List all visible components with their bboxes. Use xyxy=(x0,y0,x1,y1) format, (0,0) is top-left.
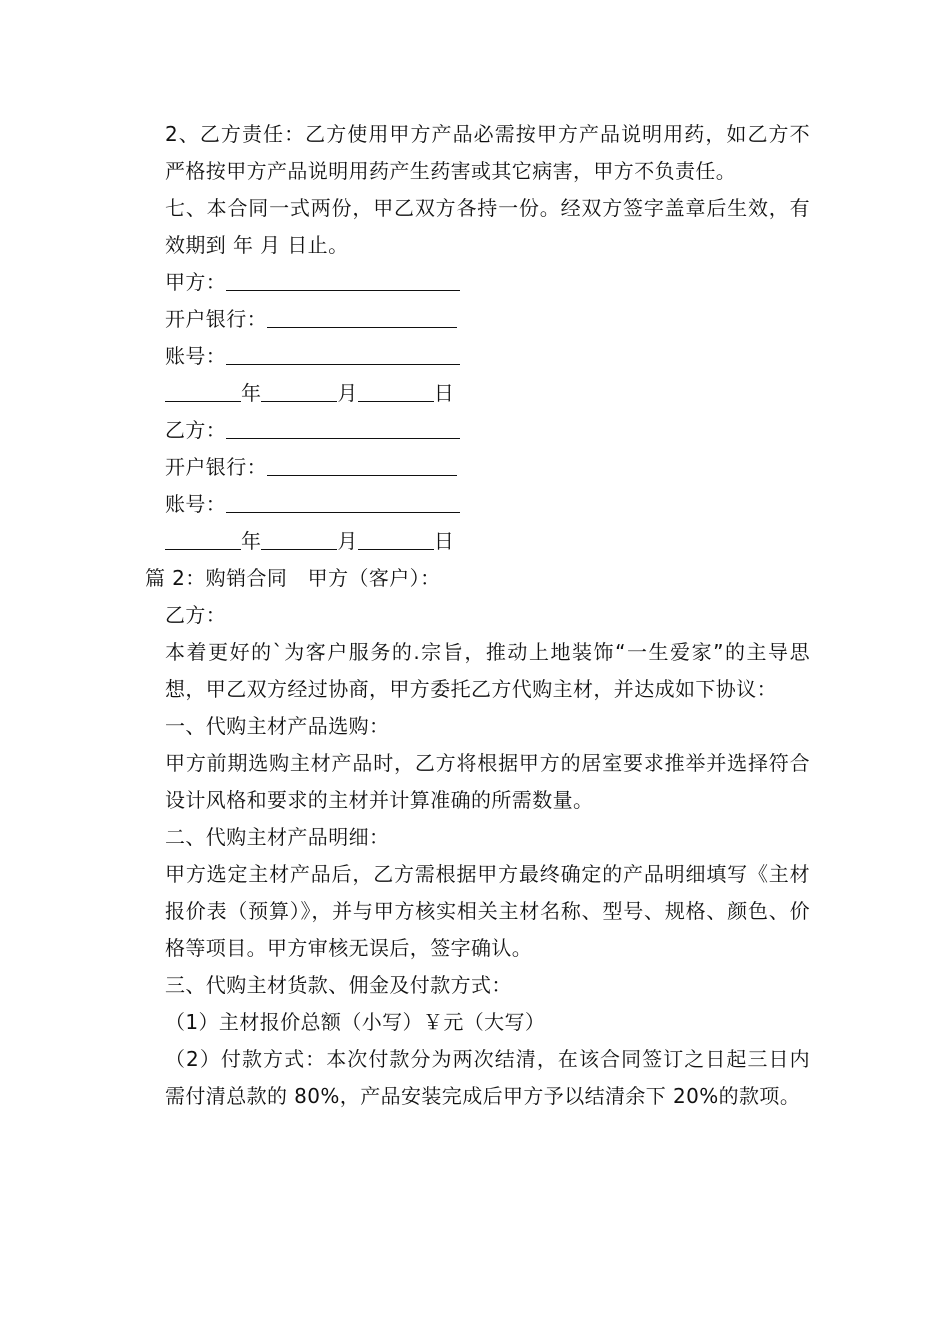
bank-a-blank xyxy=(267,305,457,328)
date-b-row xyxy=(145,523,810,560)
party-b-blank xyxy=(226,416,460,439)
party-b-label: 乙方： xyxy=(165,418,227,442)
clause-party-b-responsibility: 2、乙方责任：乙方使用甲方产品必需按甲方产品说明用药，如乙方不严格按甲方产品说明用药产生药害或其它病害，甲方不负责任。 xyxy=(165,122,810,183)
account-a-row xyxy=(145,338,810,375)
day-b-blank xyxy=(358,527,434,550)
year-a-label: 年 xyxy=(241,381,262,405)
account-b-blank xyxy=(226,490,460,513)
day-a-blank xyxy=(358,379,434,402)
party-b-signature-row xyxy=(145,412,810,449)
clause-seven-copies: 七、本合同一式两份，甲乙双方各持一份。经双方签字盖章后生效，有效期到 年 月 日止。 xyxy=(165,196,810,257)
section-3-item-2: （2）付款方式：本次付款分为两次结清，在该合同签订之日起三日内需付清总款的 80%，产品安装完成后甲方予以结清余下 20%的款项。 xyxy=(165,1047,810,1108)
section-1-body: 甲方前期选购主材产品时，乙方将根据甲方的居室要求推举并选择符合设计风格和要求的主材并计算准确的所需数量。 xyxy=(165,751,810,812)
party-a-signature-row xyxy=(145,264,810,301)
date-a-row xyxy=(145,375,810,412)
account-b-label: 账号： xyxy=(165,492,227,516)
month-b-label: 月 xyxy=(337,529,358,553)
account-b-row xyxy=(145,486,810,523)
section-2-body: 甲方选定主材产品后，乙方需根据甲方最终确定的产品明细填写《主材报价表（预算）》，并与甲方核实相关主材名称、型号、规格、颜色、价格等项目。甲方审核无误后，签字确认。 xyxy=(165,862,810,960)
bank-a-row xyxy=(145,301,810,338)
section-2-title: 二、代购主材产品明细： xyxy=(165,825,390,849)
party-b-line: 乙方： xyxy=(165,603,227,627)
party-a-blank xyxy=(226,268,460,291)
month-b-blank xyxy=(261,527,337,550)
bank-a-label: 开户银行： xyxy=(165,307,267,331)
bank-b-label: 开户银行： xyxy=(165,455,267,479)
account-a-blank xyxy=(226,342,460,365)
article-2-title: 篇 2：购销合同 甲方（客户）： xyxy=(145,566,441,590)
intro-paragraph: 本着更好的`为客户服务的.宗旨，推动上地装饰“一生爱家”的主导思想，甲乙双方经过协商，甲方委托乙方代购主材，并达成如下协议： xyxy=(165,640,810,701)
section-3-title: 三、代购主材货款、佣金及付款方式： xyxy=(165,973,512,997)
party-a-label: 甲方： xyxy=(165,270,227,294)
document-body xyxy=(145,116,810,1115)
year-b-blank xyxy=(165,527,241,550)
account-a-label: 账号： xyxy=(165,344,227,368)
section-3-item-1: （1）主材报价总额（小写）￥元（大写） xyxy=(165,1010,546,1034)
section-1-title: 一、代购主材产品选购： xyxy=(165,714,390,738)
day-b-label: 日 xyxy=(433,529,455,553)
bank-b-row xyxy=(145,449,810,486)
month-a-blank xyxy=(261,379,337,402)
year-b-label: 年 xyxy=(241,529,262,553)
bank-b-blank xyxy=(267,453,457,476)
year-a-blank xyxy=(165,379,241,402)
day-a-label: 日 xyxy=(433,381,455,405)
month-a-label: 月 xyxy=(337,381,358,405)
